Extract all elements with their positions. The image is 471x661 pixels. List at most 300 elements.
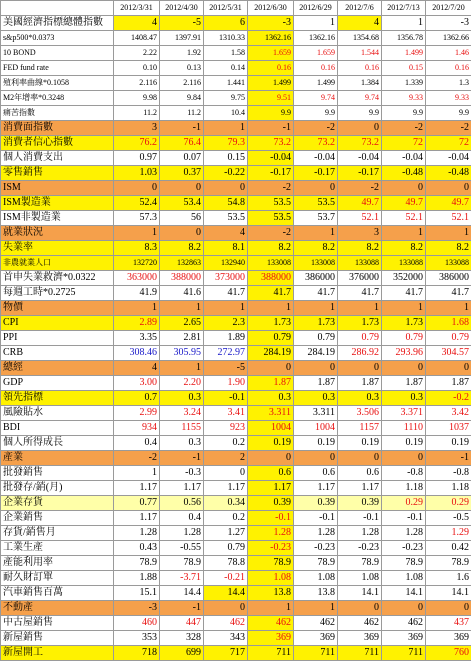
- indicator-value: 718: [114, 646, 160, 661]
- indicator-value: 49.7: [426, 196, 471, 211]
- indicator-label: BDI: [1, 421, 114, 436]
- indicator-value: 1.499: [294, 76, 338, 91]
- indicator-value: 2.22: [114, 46, 160, 61]
- indicator-value: 1.08: [382, 571, 426, 586]
- indicator-value: -5: [160, 16, 204, 31]
- indicator-value: 53.5: [248, 211, 294, 226]
- indicator-value: 0.14: [204, 61, 248, 76]
- indicator-value: 1.17: [114, 511, 160, 526]
- indicator-value: 376000: [338, 271, 382, 286]
- indicator-row: [1, 46, 471, 61]
- indicator-value: -3: [114, 601, 160, 616]
- indicator-label: 企業銷售: [1, 511, 114, 526]
- indicator-value: 9.9: [426, 106, 471, 121]
- indicator-value: 284.19: [294, 346, 338, 361]
- indicator-value: 78.9: [294, 556, 338, 571]
- indicator-value: -0.17: [338, 166, 382, 181]
- date-header: 2012/5/31: [204, 1, 248, 16]
- indicator-value: 3: [114, 121, 160, 136]
- indicator-value: -2: [248, 226, 294, 241]
- indicator-value: 0.79: [426, 331, 471, 346]
- indicator-value: 0: [204, 466, 248, 481]
- indicator-value: 1: [426, 301, 471, 316]
- indicator-label: 就業狀況: [1, 226, 114, 241]
- indicator-value: 1.08: [338, 571, 382, 586]
- indicator-value: 0.16: [294, 61, 338, 76]
- indicator-value: -0.1: [294, 511, 338, 526]
- indicator-value: 0.39: [248, 496, 294, 511]
- indicator-value: 1157: [338, 421, 382, 436]
- indicator-value: 0.2: [204, 436, 248, 451]
- indicator-row: [1, 601, 471, 616]
- indicator-value: 1.87: [382, 376, 426, 391]
- indicator-value: 1: [160, 361, 204, 376]
- indicator-value: 8.2: [426, 241, 471, 256]
- indicator-value: 8.2: [382, 241, 426, 256]
- indicator-value: -3.71: [160, 571, 204, 586]
- indicator-value: 0.15: [382, 61, 426, 76]
- indicator-value: -0.1: [382, 511, 426, 526]
- indicator-value: 0.15: [204, 151, 248, 166]
- indicator-label: 消費面指數: [1, 121, 114, 136]
- indicator-value: 8.2: [294, 241, 338, 256]
- indicator-value: 0.4: [114, 436, 160, 451]
- indicator-value: 3.311: [294, 406, 338, 421]
- indicator-value: 14.4: [204, 586, 248, 601]
- indicator-value: 1362.16: [294, 31, 338, 46]
- indicator-value: -3: [248, 16, 294, 31]
- indicator-value: 286.92: [338, 346, 382, 361]
- indicator-value: 1.499: [248, 76, 294, 91]
- indicator-row: [1, 436, 471, 451]
- indicator-value: 369: [382, 631, 426, 646]
- indicator-label: PPI: [1, 331, 114, 346]
- indicator-value: 0.19: [338, 436, 382, 451]
- indicator-label: 批發存/銷(月): [1, 481, 114, 496]
- indicator-value: 0.2: [204, 511, 248, 526]
- indicator-value: 8.1: [204, 241, 248, 256]
- indicator-label: ISM: [1, 181, 114, 196]
- indicator-value: -0.55: [160, 541, 204, 556]
- indicator-value: 437: [426, 616, 471, 631]
- indicator-value: 0.43: [114, 541, 160, 556]
- indicator-value: 328: [160, 631, 204, 646]
- indicator-value: 78.9: [114, 556, 160, 571]
- indicator-label: 風險貼水: [1, 406, 114, 421]
- indicator-value: 369: [338, 631, 382, 646]
- indicator-value: 1.88: [114, 571, 160, 586]
- indicator-value: 352000: [382, 271, 426, 286]
- indicator-value: 53.5: [294, 196, 338, 211]
- indicator-value: 0: [382, 181, 426, 196]
- indicator-label: 消費者信心指數: [1, 136, 114, 151]
- indicator-value: 711: [248, 646, 294, 661]
- indicator-row: [1, 271, 471, 286]
- indicator-label: 產業: [1, 451, 114, 466]
- indicator-value: 133088: [426, 256, 471, 271]
- indicator-value: 14.1: [426, 586, 471, 601]
- indicator-value: -0.48: [382, 166, 426, 181]
- indicator-value: 9.33: [382, 91, 426, 106]
- indicator-value: 0.39: [294, 496, 338, 511]
- indicator-value: 0: [114, 181, 160, 196]
- indicator-value: 0: [160, 226, 204, 241]
- indicator-value: 1: [294, 226, 338, 241]
- indicator-label: 美國經濟指標總體指數: [1, 16, 114, 31]
- indicator-value: 1.58: [204, 46, 248, 61]
- indicator-value: 3.311: [248, 406, 294, 421]
- indicator-value: -0.8: [382, 466, 426, 481]
- indicator-value: 0: [248, 451, 294, 466]
- indicator-value: 52.4: [114, 196, 160, 211]
- indicator-value: 9.74: [338, 91, 382, 106]
- indicator-value: 1354.68: [338, 31, 382, 46]
- indicator-value: 79.3: [204, 136, 248, 151]
- indicator-value: 1004: [248, 421, 294, 436]
- indicator-value: 41.7: [204, 286, 248, 301]
- indicator-row: [1, 466, 471, 481]
- indicator-value: 293.96: [382, 346, 426, 361]
- indicator-value: 388000: [160, 271, 204, 286]
- indicator-row: [1, 256, 471, 271]
- indicator-value: 0.19: [248, 436, 294, 451]
- indicator-value: 41.7: [338, 286, 382, 301]
- indicator-value: 53.4: [160, 196, 204, 211]
- indicator-value: 0: [426, 601, 471, 616]
- indicator-value: 13.8: [248, 586, 294, 601]
- indicator-value: 447: [160, 616, 204, 631]
- indicator-row: [1, 211, 471, 226]
- indicator-value: 132940: [204, 256, 248, 271]
- indicator-value: 73.2: [338, 136, 382, 151]
- indicator-label: 中古屋銷售: [1, 616, 114, 631]
- header-row: [1, 1, 471, 16]
- indicator-value: 73.2: [294, 136, 338, 151]
- indicator-label: 10 BOND: [1, 46, 114, 61]
- indicator-value: 41.7: [248, 286, 294, 301]
- indicator-value: 934: [114, 421, 160, 436]
- indicator-label: 耐久財訂單: [1, 571, 114, 586]
- indicator-label: 不動產: [1, 601, 114, 616]
- indicator-value: 1: [338, 301, 382, 316]
- indicator-value: 15.1: [114, 586, 160, 601]
- indicator-value: 1: [382, 301, 426, 316]
- indicator-value: -0.8: [426, 466, 471, 481]
- indicator-value: 78.9: [426, 556, 471, 571]
- indicator-value: 11.2: [160, 106, 204, 121]
- indicator-value: 0.42: [426, 541, 471, 556]
- indicator-row: [1, 166, 471, 181]
- indicator-value: 1.28: [382, 526, 426, 541]
- indicator-value: -0.1: [338, 511, 382, 526]
- date-header: 2012/6/29: [294, 1, 338, 16]
- indicator-value: 717: [204, 646, 248, 661]
- indicator-value: 0.19: [426, 436, 471, 451]
- indicator-value: 369: [426, 631, 471, 646]
- indicator-value: 272.97: [204, 346, 248, 361]
- indicator-value: 1.17: [338, 481, 382, 496]
- indicator-value: 41.7: [426, 286, 471, 301]
- indicator-value: 1.46: [426, 46, 471, 61]
- indicator-value: 14.1: [338, 586, 382, 601]
- indicator-value: 1.18: [382, 481, 426, 496]
- indicator-value: 304.57: [426, 346, 471, 361]
- indicator-value: 1.28: [114, 526, 160, 541]
- indicator-label: ISM製造業: [1, 196, 114, 211]
- indicator-value: 9.9: [248, 106, 294, 121]
- indicator-label: 零售銷售: [1, 166, 114, 181]
- indicator-value: 1.17: [114, 481, 160, 496]
- indicator-value: 133088: [382, 256, 426, 271]
- indicator-row: [1, 91, 471, 106]
- indicator-row: [1, 151, 471, 166]
- indicator-value: -0.21: [204, 571, 248, 586]
- indicator-value: 72: [426, 136, 471, 151]
- indicator-value: 462: [248, 616, 294, 631]
- indicator-label: 汽車銷售百萬: [1, 586, 114, 601]
- indicator-row: [1, 616, 471, 631]
- indicator-value: 760: [426, 646, 471, 661]
- indicator-value: 1: [248, 601, 294, 616]
- indicator-value: 284.19: [248, 346, 294, 361]
- indicator-value: 11.2: [114, 106, 160, 121]
- indicator-value: 0.3: [338, 391, 382, 406]
- indicator-value: 0: [204, 181, 248, 196]
- indicator-value: 1.384: [338, 76, 382, 91]
- indicator-value: 0: [382, 601, 426, 616]
- indicator-label: 個人消費支出: [1, 151, 114, 166]
- indicator-value: 53.5: [248, 196, 294, 211]
- indicator-value: 9.51: [248, 91, 294, 106]
- indicator-row: [1, 346, 471, 361]
- indicator-value: 1.28: [338, 526, 382, 541]
- indicator-label: CPI: [1, 316, 114, 331]
- indicator-row: [1, 31, 471, 46]
- indicator-value: 1.17: [204, 481, 248, 496]
- indicator-value: 462: [204, 616, 248, 631]
- indicator-value: 9.84: [160, 91, 204, 106]
- indicator-value: 10.4: [204, 106, 248, 121]
- indicator-value: 1.659: [248, 46, 294, 61]
- indicator-value: -1: [160, 451, 204, 466]
- indicator-value: 0.16: [338, 61, 382, 76]
- indicator-row: [1, 76, 471, 91]
- indicator-value: 711: [382, 646, 426, 661]
- indicator-value: 1.441: [204, 76, 248, 91]
- indicator-value: 0.3: [160, 391, 204, 406]
- indicator-value: -2: [426, 121, 471, 136]
- indicator-value: -0.48: [426, 166, 471, 181]
- indicator-value: 4: [114, 16, 160, 31]
- indicator-value: 53.7: [294, 211, 338, 226]
- indicator-value: 1.3: [426, 76, 471, 91]
- indicator-value: 1.28: [160, 526, 204, 541]
- indicator-value: -0.17: [294, 166, 338, 181]
- indicator-value: 0: [382, 451, 426, 466]
- indicator-value: -1: [248, 121, 294, 136]
- indicator-value: 0: [294, 451, 338, 466]
- indicator-value: 52.1: [338, 211, 382, 226]
- indicator-value: 1.90: [204, 376, 248, 391]
- indicator-value: 54.8: [204, 196, 248, 211]
- indicator-value: 1.17: [248, 481, 294, 496]
- indicator-value: 0: [204, 601, 248, 616]
- indicator-value: -0.23: [338, 541, 382, 556]
- indicator-row: [1, 286, 471, 301]
- indicator-value: 9.75: [204, 91, 248, 106]
- indicator-value: 1362.66: [426, 31, 471, 46]
- indicator-value: 1: [382, 16, 426, 31]
- indicator-row: [1, 376, 471, 391]
- indicator-value: 1.29: [426, 526, 471, 541]
- indicator-value: 1.499: [382, 46, 426, 61]
- indicator-row: [1, 586, 471, 601]
- indicator-value: -0.04: [382, 151, 426, 166]
- indicator-value: 132720: [114, 256, 160, 271]
- indicator-row: [1, 226, 471, 241]
- indicator-label: 產能利用率: [1, 556, 114, 571]
- indicator-label: ISM非製造業: [1, 211, 114, 226]
- indicator-value: 0.3: [248, 391, 294, 406]
- indicator-row: [1, 406, 471, 421]
- indicator-label: 痛苦指數: [1, 106, 114, 121]
- indicator-value: 41.9: [114, 286, 160, 301]
- indicator-value: -0.1: [248, 511, 294, 526]
- indicator-label: 物價: [1, 301, 114, 316]
- indicator-label: 總經: [1, 361, 114, 376]
- indicator-value: -2: [248, 181, 294, 196]
- date-header: 2012/7/13: [382, 1, 426, 16]
- indicator-value: -0.04: [338, 151, 382, 166]
- indicator-value: 1: [248, 301, 294, 316]
- indicator-value: 1.87: [338, 376, 382, 391]
- indicator-value: 1.17: [160, 481, 204, 496]
- indicator-value: 923: [204, 421, 248, 436]
- indicator-value: 41.6: [160, 286, 204, 301]
- indicator-value: 353: [114, 631, 160, 646]
- indicator-value: -0.04: [426, 151, 471, 166]
- indicator-value: 1: [114, 301, 160, 316]
- indicator-value: 4: [114, 361, 160, 376]
- indicator-value: 3.24: [160, 406, 204, 421]
- indicator-value: 0.29: [426, 496, 471, 511]
- indicator-row: [1, 316, 471, 331]
- indicator-value: 76.4: [160, 136, 204, 151]
- indicator-label: 存貨/銷售月: [1, 526, 114, 541]
- indicator-value: 0.16: [426, 61, 471, 76]
- date-header: 2012/7/6: [338, 1, 382, 16]
- indicator-value: 0.6: [248, 466, 294, 481]
- indicator-row: [1, 496, 471, 511]
- indicator-value: 78.9: [248, 556, 294, 571]
- indicator-value: 462: [382, 616, 426, 631]
- indicator-label: 批發銷售: [1, 466, 114, 481]
- indicator-value: 1.544: [338, 46, 382, 61]
- indicator-value: 0.79: [248, 331, 294, 346]
- indicator-value: 3.371: [382, 406, 426, 421]
- indicator-value: -0.17: [248, 166, 294, 181]
- indicator-row: [1, 16, 471, 31]
- indicator-value: 1.73: [382, 316, 426, 331]
- indicator-value: 14.4: [160, 586, 204, 601]
- date-header: 2012/3/31: [114, 1, 160, 16]
- indicator-value: 1: [204, 301, 248, 316]
- indicator-value: 1: [204, 121, 248, 136]
- indicator-row: [1, 571, 471, 586]
- indicator-value: 1: [382, 226, 426, 241]
- indicator-value: 0.34: [204, 496, 248, 511]
- indicator-label: 新屋開工: [1, 646, 114, 661]
- indicator-row: [1, 196, 471, 211]
- indicator-value: 1.89: [204, 331, 248, 346]
- indicator-value: 0: [294, 181, 338, 196]
- indicator-value: 373000: [204, 271, 248, 286]
- indicator-value: 8.2: [160, 241, 204, 256]
- indicator-value: 1.08: [294, 571, 338, 586]
- indicator-value: 13.8: [294, 586, 338, 601]
- indicator-value: -2: [382, 121, 426, 136]
- indicator-value: 0.16: [248, 61, 294, 76]
- header-corner: [1, 1, 114, 16]
- indicator-value: 9.33: [426, 91, 471, 106]
- indicator-value: 1.17: [294, 481, 338, 496]
- indicator-label: 工業生產: [1, 541, 114, 556]
- indicator-value: 343: [204, 631, 248, 646]
- indicator-row: [1, 61, 471, 76]
- indicator-value: 1.659: [294, 46, 338, 61]
- indicator-value: 1110: [382, 421, 426, 436]
- indicator-value: 1.6: [426, 571, 471, 586]
- indicator-value: -0.22: [204, 166, 248, 181]
- indicator-value: 52.1: [426, 211, 471, 226]
- indicator-value: 3.42: [426, 406, 471, 421]
- indicator-value: 363000: [114, 271, 160, 286]
- indicator-value: 386000: [426, 271, 471, 286]
- indicator-value: 78.9: [160, 556, 204, 571]
- indicator-value: 0.3: [382, 391, 426, 406]
- indicator-value: 9.9: [382, 106, 426, 121]
- indicator-value: 1.87: [294, 376, 338, 391]
- indicator-value: -0.23: [248, 541, 294, 556]
- indicator-value: 8.3: [114, 241, 160, 256]
- indicator-value: 73.2: [248, 136, 294, 151]
- indicator-value: 78.9: [382, 556, 426, 571]
- indicator-value: 0.3: [160, 436, 204, 451]
- indicator-row: [1, 121, 471, 136]
- indicator-value: 0.19: [382, 436, 426, 451]
- indicator-value: 9.74: [294, 91, 338, 106]
- indicator-value: -0.04: [294, 151, 338, 166]
- indicator-value: 386000: [294, 271, 338, 286]
- indicator-value: 0.97: [114, 151, 160, 166]
- indicator-row: [1, 511, 471, 526]
- indicator-value: 0: [338, 121, 382, 136]
- indicator-row: [1, 136, 471, 151]
- indicator-value: 8.2: [248, 241, 294, 256]
- indicator-value: 3.00: [114, 376, 160, 391]
- date-header: 2012/7/20: [426, 1, 471, 16]
- indicator-value: -0.5: [426, 511, 471, 526]
- indicator-value: 2: [204, 451, 248, 466]
- indicator-value: 1.73: [248, 316, 294, 331]
- indicator-value: 0: [338, 361, 382, 376]
- indicator-value: 1.92: [160, 46, 204, 61]
- indicator-value: 460: [114, 616, 160, 631]
- indicator-value: 3.41: [204, 406, 248, 421]
- indicator-value: 0.37: [160, 166, 204, 181]
- indicator-row: [1, 421, 471, 436]
- indicator-value: -0.04: [248, 151, 294, 166]
